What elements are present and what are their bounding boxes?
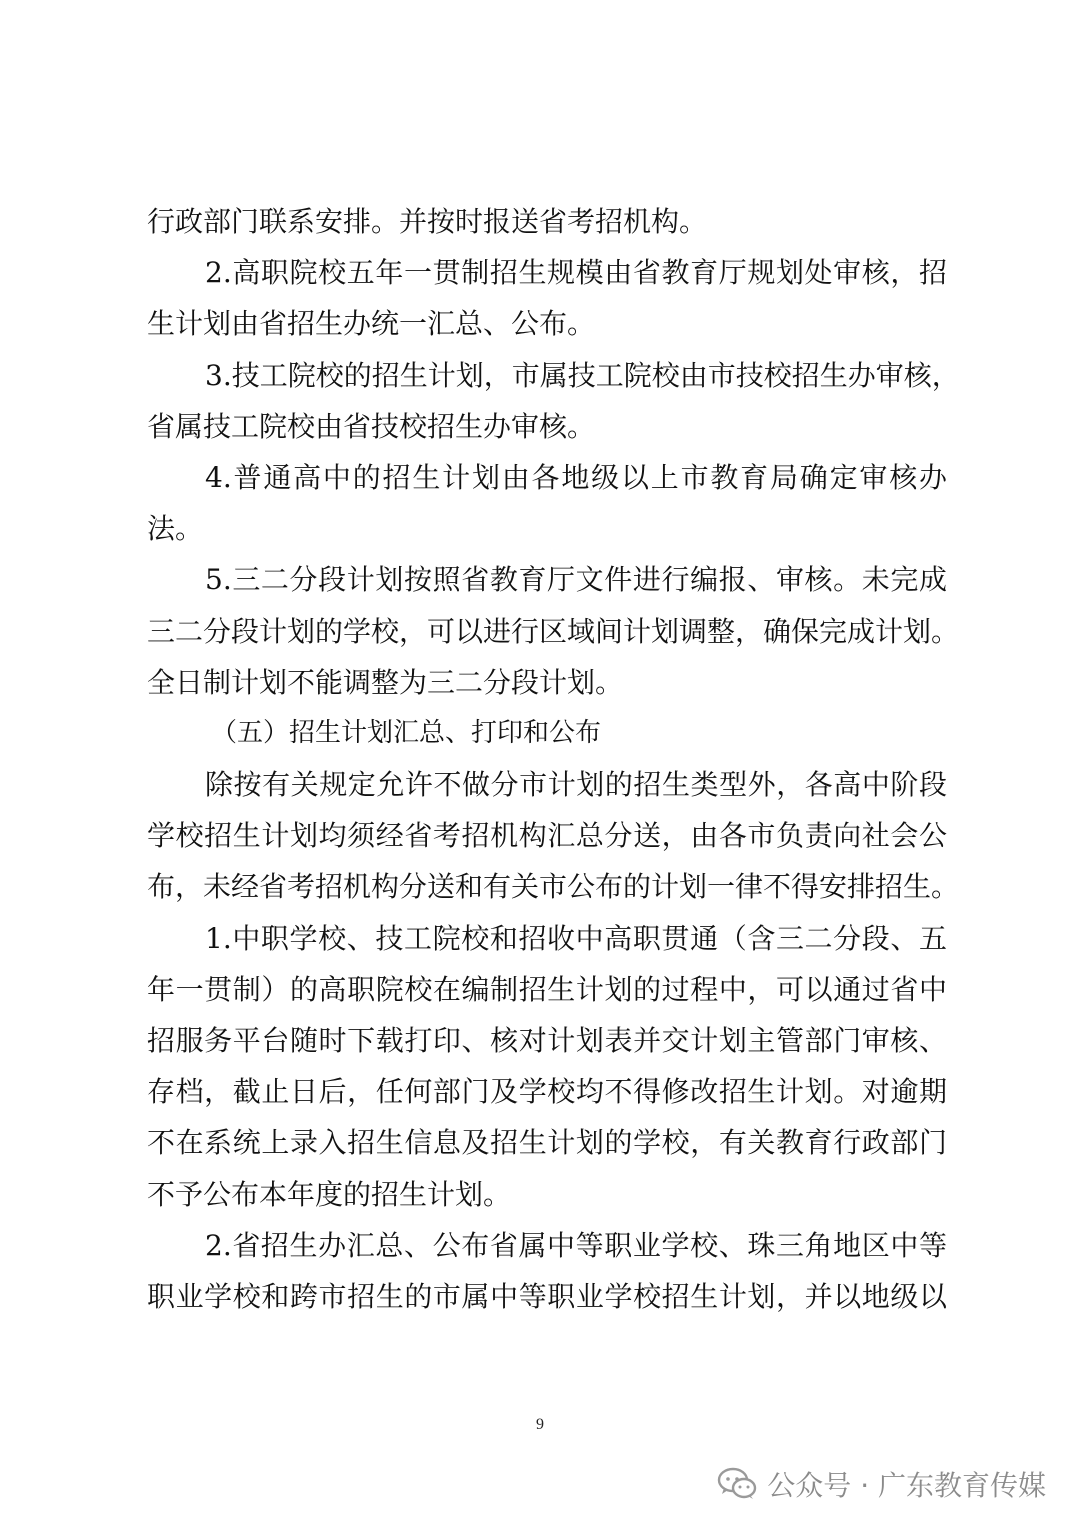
paragraph-line: 职业学校和跨市招生的市属中等职业学校招生计划，并以地级以 (147, 1279, 947, 1313)
section-heading: （五）招生计划汇总、打印和公布 (211, 717, 602, 748)
paragraph-line: 全日制计划不能调整为三二分段计划。 (147, 665, 624, 699)
paragraph-line: 布，未经省考招机构分送和有关市公布的计划一律不得安排招生。 (147, 870, 960, 904)
watermark-text: 公众号 · 广东教育传媒 (767, 1469, 1046, 1502)
paragraph-line: 招服务平台随时下载打印、核对计划表并交计划主管部门审核、 (147, 1024, 947, 1057)
wechat-watermark (717, 1462, 1046, 1506)
paragraph-line: 行政部门联系安排。并按时报送省考招机构。 (147, 205, 708, 238)
paragraph-line: 学校招生计划均须经省考招机构汇总分送，由各市负责向社会公 (147, 819, 947, 853)
paragraph-line: 除按有关规定允许不做分市计划的招生类型外，各高中阶段 (205, 768, 947, 802)
paragraph-line: 2.高职院校五年一贯制招生规模由省教育厅规划处审核，招 (205, 256, 947, 290)
paragraph-line: 3.技工院校的招生计划，市属技工院校由市技校招生办审核， (205, 358, 960, 392)
paragraph-line: 4.普通高中的招生计划由各地级以上市教育局确定审核办 (205, 460, 947, 494)
wechat-icon (717, 1467, 757, 1501)
document-body (147, 196, 960, 1322)
paragraph-line: 存档，截止日后，任何部门及学校均不得修改招生计划。对逾期 (147, 1075, 947, 1109)
paragraph-line: 年一贯制）的高职院校在编制招生计划的过程中，可以通过省中 (147, 972, 947, 1006)
paragraph-line: 不在系统上录入招生信息及招生计划的学校，有关教育行政部门 (147, 1126, 947, 1160)
paragraph-line: 法。 (147, 512, 204, 546)
paragraph-line: 1.中职学校、技工院校和招收中高职贯通（含三二分段、五 (205, 921, 947, 955)
paragraph-line: 5.三二分段计划按照省教育厅文件进行编报、审核。未完成 (205, 563, 947, 597)
paragraph-line: 生计划由省招生办统一汇总、公布。 (147, 307, 596, 341)
page-number: 9 (536, 1416, 544, 1433)
paragraph-line: 三二分段计划的学校，可以进行区域间计划调整，确保完成计划。 (147, 614, 960, 648)
paragraph-line: 省属技工院校由省技校招生办审核。 (147, 409, 596, 443)
paragraph-line: 2.省招生办汇总、公布省属中等职业学校、珠三角地区中等 (205, 1228, 947, 1262)
paragraph-line: 不予公布本年度的招生计划。 (147, 1177, 512, 1211)
